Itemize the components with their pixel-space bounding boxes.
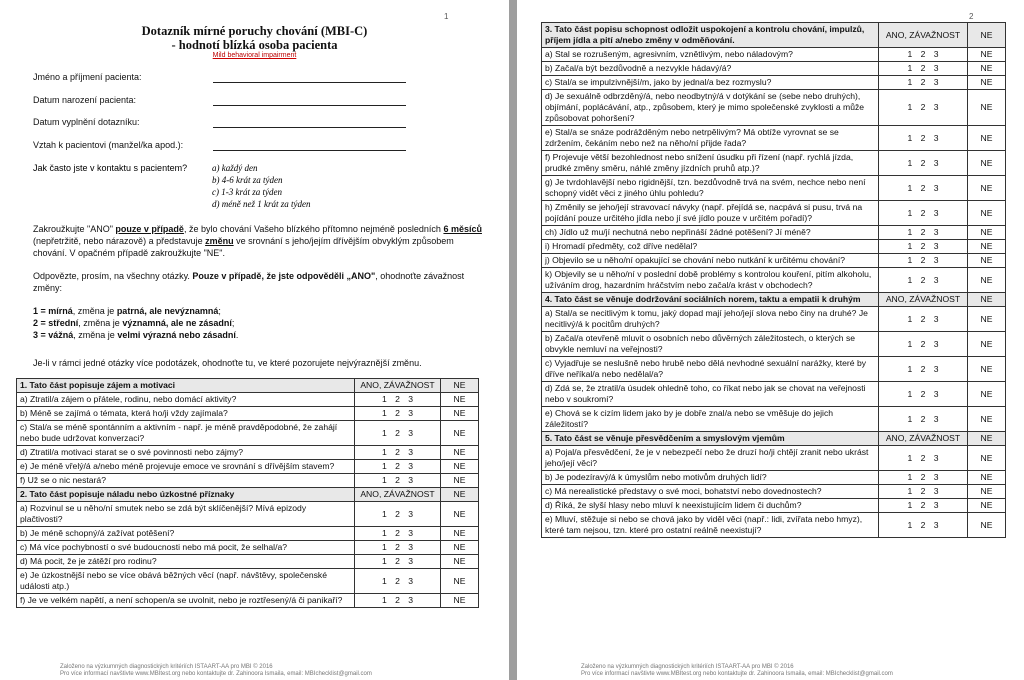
section-title: 4. Tato část se věnuje dodržování sociálních norem, taktu a empatii k druhým [542, 293, 879, 307]
question-row [542, 471, 1006, 485]
frequency-option[interactable]: d) méně než 1 krát za týden [212, 199, 311, 209]
severity-column-header: ANO, ZÁVAŽNOST [355, 488, 441, 502]
severity-options[interactable]: 1 2 3 [879, 151, 968, 176]
section-header-row [542, 432, 1006, 446]
question-text: d) Je sexuálně odbrzděný/á, nebo neodbytný/á v dotýkání se (sebe nebo druhých), objímání, poplácávání, atp., způsobem, který je mimo společenské zvyklosti a může způsobovat pohoršení? [542, 90, 879, 126]
question-text: b) Je podezíravý/á k úmyslům nebo motivům druhých lidí? [542, 471, 879, 485]
no-option[interactable]: NE [441, 407, 479, 421]
question-row [542, 126, 1006, 151]
question-text: c) Má nerealistické představy o své moci, bohatství nebo dovednostech? [542, 485, 879, 499]
severity-options[interactable]: 1 2 3 [879, 382, 968, 407]
severity-scale [33, 305, 488, 341]
no-column-header: NE [968, 293, 1006, 307]
question-row [542, 176, 1006, 201]
question-row [542, 446, 1006, 471]
no-option[interactable]: NE [968, 407, 1006, 432]
question-row [542, 240, 1006, 254]
question-text: ch) Jídlo už mu/jí nechutná nebo nepřináší žádné potěšení? Jí méně? [542, 226, 879, 240]
no-option[interactable]: NE [968, 151, 1006, 176]
fill-date-line[interactable] [213, 127, 406, 128]
english-subtitle: Mild behavioral impairment [212, 52, 297, 59]
severity-options[interactable]: 1 2 3 [879, 62, 968, 76]
question-text: b) Je méně schopný/á zažívat potěšení? [17, 527, 355, 541]
relation-line[interactable] [213, 150, 406, 151]
question-row [17, 446, 479, 460]
severity-options[interactable]: 1 2 3 [355, 460, 441, 474]
severity-options[interactable]: 1 2 3 [879, 226, 968, 240]
questionnaire-table-part2 [541, 22, 1006, 538]
scale-row-2: 2 = střední, změna je významná, ale ne zásadní; [33, 318, 235, 328]
question-text: d) Ztratil/a motivaci starat se o své povinnosti nebo zájmy? [17, 446, 355, 460]
section-title: 2. Tato část popisuje náladu nebo úzkostné příznaky [17, 488, 355, 502]
question-row [542, 307, 1006, 332]
no-option[interactable]: NE [968, 332, 1006, 357]
question-text: d) Říká, že slyší hlasy nebo mluví k neexistujícím lidem či duchům? [542, 499, 879, 513]
severity-options[interactable]: 1 2 3 [355, 446, 441, 460]
instruction-paragraph-2: Odpovězte, prosím, na všechny otázky. Pouze v případě, že jste odpověděli „ANO", ohodnoťte závažnost změny: [33, 271, 465, 293]
severity-options[interactable]: 1 2 3 [879, 407, 968, 432]
severity-options[interactable]: 1 2 3 [355, 502, 441, 527]
severity-options[interactable]: 1 2 3 [879, 201, 968, 226]
questionnaire-table-part1 [16, 378, 479, 608]
no-option[interactable]: NE [968, 446, 1006, 471]
severity-options[interactable]: 1 2 3 [879, 485, 968, 499]
question-row [542, 62, 1006, 76]
question-row [17, 555, 479, 569]
no-option[interactable]: NE [441, 446, 479, 460]
no-option[interactable]: NE [441, 502, 479, 527]
no-option[interactable]: NE [968, 382, 1006, 407]
question-row [17, 393, 479, 407]
contact-frequency-label: Jak často jste v kontaktu s pacientem? [33, 163, 188, 173]
page-number: 2 [969, 12, 974, 21]
no-option[interactable]: NE [968, 226, 1006, 240]
patient-name-line[interactable] [213, 82, 406, 83]
severity-column-header: ANO, ZÁVAŽNOST [879, 432, 968, 446]
question-text: b) Méně se zajímá o témata, která ho/ji vždy zajímala? [17, 407, 355, 421]
no-option[interactable]: NE [968, 307, 1006, 332]
question-text: a) Pojal/a přesvědčení, že je v nebezpečí nebo že druzí ho/ji chtějí zranit nebo ukrást jeho/její věci? [542, 446, 879, 471]
question-row [17, 474, 479, 488]
no-option[interactable]: NE [968, 240, 1006, 254]
question-text: c) Vyjadřuje se neslušně nebo hrubě nebo dělá nevhodné sexuální narážky, které by dříve neříkal/a nebo nedělal/a? [542, 357, 879, 382]
question-row [542, 357, 1006, 382]
no-option[interactable]: NE [441, 569, 479, 594]
question-row [17, 527, 479, 541]
question-text: i) Hromadí předměty, což dříve nedělal? [542, 240, 879, 254]
question-text: e) Stal/a se snáze podrážděným nebo netrpělivým? Má obtíže vyrovnat se se zdržením, čekáním nebo než na něho/ní přijde řada? [542, 126, 879, 151]
question-row [542, 485, 1006, 499]
question-text: a) Ztratil/a zájem o přátele, rodinu, nebo domácí aktivity? [17, 393, 355, 407]
severity-options[interactable]: 1 2 3 [879, 471, 968, 485]
no-option[interactable]: NE [968, 485, 1006, 499]
section-header-row [17, 379, 479, 393]
no-option[interactable]: NE [968, 268, 1006, 293]
no-option[interactable]: NE [441, 594, 479, 608]
severity-options[interactable]: 1 2 3 [355, 569, 441, 594]
severity-column-header: ANO, ZÁVAŽNOST [879, 293, 968, 307]
section-title: 5. Tato část se věnuje přesvědčením a smyslovým vjemům [542, 432, 879, 446]
severity-options[interactable]: 1 2 3 [879, 499, 968, 513]
no-column-header: NE [968, 23, 1006, 48]
question-row [542, 90, 1006, 126]
question-text: f) Už se o nic nestará? [17, 474, 355, 488]
no-option[interactable]: NE [968, 48, 1006, 62]
document-title: Dotazník mírné poruchy chování (MBI-C) [141, 24, 368, 38]
instruction-paragraph-3: Je-li v rámci jedné otázky více podotázek, ohodnoťte tu, ve které pozorujete nejvýraznější změnu. [33, 358, 422, 368]
severity-options[interactable]: 1 2 3 [355, 407, 441, 421]
no-column-header: NE [441, 379, 479, 393]
no-option[interactable]: NE [968, 471, 1006, 485]
severity-options[interactable]: 1 2 3 [879, 176, 968, 201]
severity-options[interactable]: 1 2 3 [879, 76, 968, 90]
question-row [542, 151, 1006, 176]
question-row [542, 332, 1006, 357]
no-option[interactable]: NE [968, 357, 1006, 382]
question-row [17, 569, 479, 594]
severity-options[interactable]: 1 2 3 [355, 541, 441, 555]
question-row [542, 268, 1006, 293]
no-option[interactable]: NE [968, 513, 1006, 538]
relation-label: Vztah k pacientovi (manžel/ka apod.): [33, 140, 184, 150]
question-text: d) Zdá se, že ztratil/a úsudek ohledně toho, co říkat nebo jak se chovat na veřejnosti nebo v soukromí? [542, 382, 879, 407]
severity-options[interactable]: 1 2 3 [879, 332, 968, 357]
severity-options[interactable]: 1 2 3 [355, 421, 441, 446]
question-text: a) Rozvinul se u něho/ní smutek nebo se zdá být sklíčenější? Mívá epizody plačtivosti? [17, 502, 355, 527]
no-option[interactable]: NE [441, 393, 479, 407]
footer: Založeno na výzkumných diagnostických kritériích ISTAART-AA pro MBI © 2016 Pro více informací navštivte www.MBItest.org nebo kontaktujte dr. Zahinoora Ismaila, email: MBIchecklist@gmail.com [60, 664, 372, 677]
birth-date-label: Datum narození pacienta: [33, 95, 137, 105]
question-row [542, 201, 1006, 226]
instruction-paragraph-1: Zakroužkujte "ANO" pouze v případě, že bylo chování Vašeho blízkého přítomno nejméně posledních 6 měsíců (nepřetržitě, nebo nárazově) a představuje změnu ve srovnání s jeho/jejím dřívějším obvyklým způsobem chování. V opačném případě zakroužkujte "NE". [33, 224, 482, 258]
question-text: j) Objevilo se u něho/ní opakující se chování nebo nutkání k určitému chování? [542, 254, 879, 268]
no-option[interactable]: NE [968, 254, 1006, 268]
question-row [542, 254, 1006, 268]
question-text: e) Je úzkostnější nebo se více obává běžných věcí (např. návštěvy, společenské události atp.) [17, 569, 355, 594]
question-text: e) Chová se k cizím lidem jako by je dobře znal/a nebo se vměšuje do jejich záležitostí? [542, 407, 879, 432]
severity-options[interactable]: 1 2 3 [355, 393, 441, 407]
scale-row-3: 3 = vážná, změna je velmi výrazná nebo zásadní. [33, 330, 239, 340]
question-text: d) Má pocit, že je zátěží pro rodinu? [17, 555, 355, 569]
severity-options[interactable]: 1 2 3 [879, 240, 968, 254]
question-text: f) Je ve velkém napětí, a není schopen/a se uvolnit, nebo je roztřesený/á či panikaří? [17, 594, 355, 608]
fill-date-label: Datum vyplnění dotazníku: [33, 117, 140, 127]
question-row [17, 407, 479, 421]
severity-options[interactable]: 1 2 3 [879, 90, 968, 126]
question-row [542, 48, 1006, 62]
question-text: b) Začal/a být bezdůvodně a nezvykle hádavý/á? [542, 62, 879, 76]
severity-options[interactable]: 1 2 3 [355, 555, 441, 569]
question-text: c) Stal/a se méně spontánním a aktivním - např. je méně pravděpodobné, že zahájí nebo bude udržovat konverzaci? [17, 421, 355, 446]
severity-options[interactable]: 1 2 3 [355, 594, 441, 608]
section-title: 3. Tato část popisu schopnost odložit uspokojení a kontrolu chování, impulzů, příjem jídla a pití a/nebo změny v odměňování. [542, 23, 879, 48]
severity-options[interactable]: 1 2 3 [355, 474, 441, 488]
scale-row-1: 1 = mírná, změna je patrná, ale nevýznamná; [33, 306, 221, 316]
question-row [542, 499, 1006, 513]
severity-options[interactable]: 1 2 3 [879, 307, 968, 332]
severity-options[interactable]: 1 2 3 [355, 527, 441, 541]
question-text: b) Začal/a otevřeně mluvit o osobních nebo důvěrných záležitostech, o kterých se obvykle nemluví na veřejnosti? [542, 332, 879, 357]
question-text: e) Je méně vřelý/á a/nebo méně projevuje emoce ve srovnání s dřívějším stavem? [17, 460, 355, 474]
document-page-2 [517, 0, 1024, 680]
question-row [542, 382, 1006, 407]
page-number: 1 [444, 12, 449, 21]
question-row [542, 226, 1006, 240]
question-text: g) Je tvrdohlavější nebo rigidnější, tzn. bezdůvodně trvá na svém, nechce nebo není schopný vidět věci z jiného úhlu pohledu? [542, 176, 879, 201]
question-row [17, 541, 479, 555]
question-text: a) Stal se rozrušeným, agresivním, vznětlivým, nebo náladovým? [542, 48, 879, 62]
section-header-row [542, 293, 1006, 307]
section-header-row [542, 23, 1006, 48]
question-row [542, 513, 1006, 538]
question-row [17, 460, 479, 474]
question-text: e) Mluví, stěžuje si nebo se chová jako by viděl věci (např.: lidi, zvířata nebo hmyz), které tam nejsou, tzn. které pro ostatní reálně neexistují? [542, 513, 879, 538]
no-option[interactable]: NE [441, 555, 479, 569]
question-row [542, 76, 1006, 90]
severity-column-header: ANO, ZÁVAŽNOST [355, 379, 441, 393]
document-page-1 [0, 0, 509, 680]
frequency-option[interactable]: c) 1-3 krát za týden [212, 187, 282, 197]
section-header-row [17, 488, 479, 502]
no-column-header: NE [968, 432, 1006, 446]
question-text: c) Stal/a se impulzivnější/m, jako by jednal/a bez rozmyslu? [542, 76, 879, 90]
question-text: a) Stal/a se necitlivým k tomu, jaký dopad mají jeho/její slova nebo činy na druhé? Je necitlivý/á k pocitům druhých? [542, 307, 879, 332]
no-option[interactable]: NE [441, 527, 479, 541]
question-row [17, 594, 479, 608]
severity-options[interactable]: 1 2 3 [879, 254, 968, 268]
question-text: f) Projevuje větší bezohlednost nebo snížení úsudku při řízení (např. rychlá jízda, prudké změny směru, náhlé změny jízdních pruhů atp.)? [542, 151, 879, 176]
severity-options[interactable]: 1 2 3 [879, 357, 968, 382]
no-option[interactable]: NE [441, 460, 479, 474]
document-subtitle: - hodnotí blízká osoba pacienta [171, 38, 338, 52]
frequency-option[interactable]: b) 4-6 krát za týden [212, 175, 283, 185]
frequency-option[interactable]: a) každý den [212, 163, 258, 173]
no-option[interactable]: NE [441, 541, 479, 555]
section-title: 1. Tato část popisuje zájem a motivaci [17, 379, 355, 393]
question-row [17, 421, 479, 446]
birth-date-line[interactable] [213, 105, 406, 106]
severity-column-header: ANO, ZÁVAŽNOST [879, 23, 968, 48]
no-option[interactable]: NE [441, 421, 479, 446]
question-text: h) Změnily se jeho/její stravovací návyky (např. přejídá se, nacpává si pusu, trvá na pojídání pouze určitého jídla nebo jí své jídlo pouze v určitém pořadí)? [542, 201, 879, 226]
no-option[interactable]: NE [968, 201, 1006, 226]
patient-name-label: Jméno a příjmení pacienta: [33, 72, 142, 82]
no-option[interactable]: NE [968, 126, 1006, 151]
no-option[interactable]: NE [968, 499, 1006, 513]
footer: Založeno na výzkumných diagnostických kritériích ISTAART-AA pro MBI © 2016 Pro více informací navštivte www.MBItest.org nebo kontaktujte dr. Zahinoora Ismaila, email: MBIchecklist@gmail.com [581, 664, 893, 677]
no-option[interactable]: NE [441, 474, 479, 488]
severity-options[interactable]: 1 2 3 [879, 126, 968, 151]
severity-options[interactable]: 1 2 3 [879, 48, 968, 62]
no-option[interactable]: NE [968, 62, 1006, 76]
severity-options[interactable]: 1 2 3 [879, 513, 968, 538]
severity-options[interactable]: 1 2 3 [879, 446, 968, 471]
no-option[interactable]: NE [968, 76, 1006, 90]
no-option[interactable]: NE [968, 90, 1006, 126]
question-row [17, 502, 479, 527]
question-text: c) Má více pochybností o své budoucnosti nebo má pocit, že selhal/a? [17, 541, 355, 555]
severity-options[interactable]: 1 2 3 [879, 268, 968, 293]
no-column-header: NE [441, 488, 479, 502]
question-row [542, 407, 1006, 432]
no-option[interactable]: NE [968, 176, 1006, 201]
question-text: k) Objevily se u něho/ní v poslední době problémy s kontrolou kouření, pitím alkoholu, užíváním drog, hazardním hráčstvím nebo začal/a krást v obchodech? [542, 268, 879, 293]
